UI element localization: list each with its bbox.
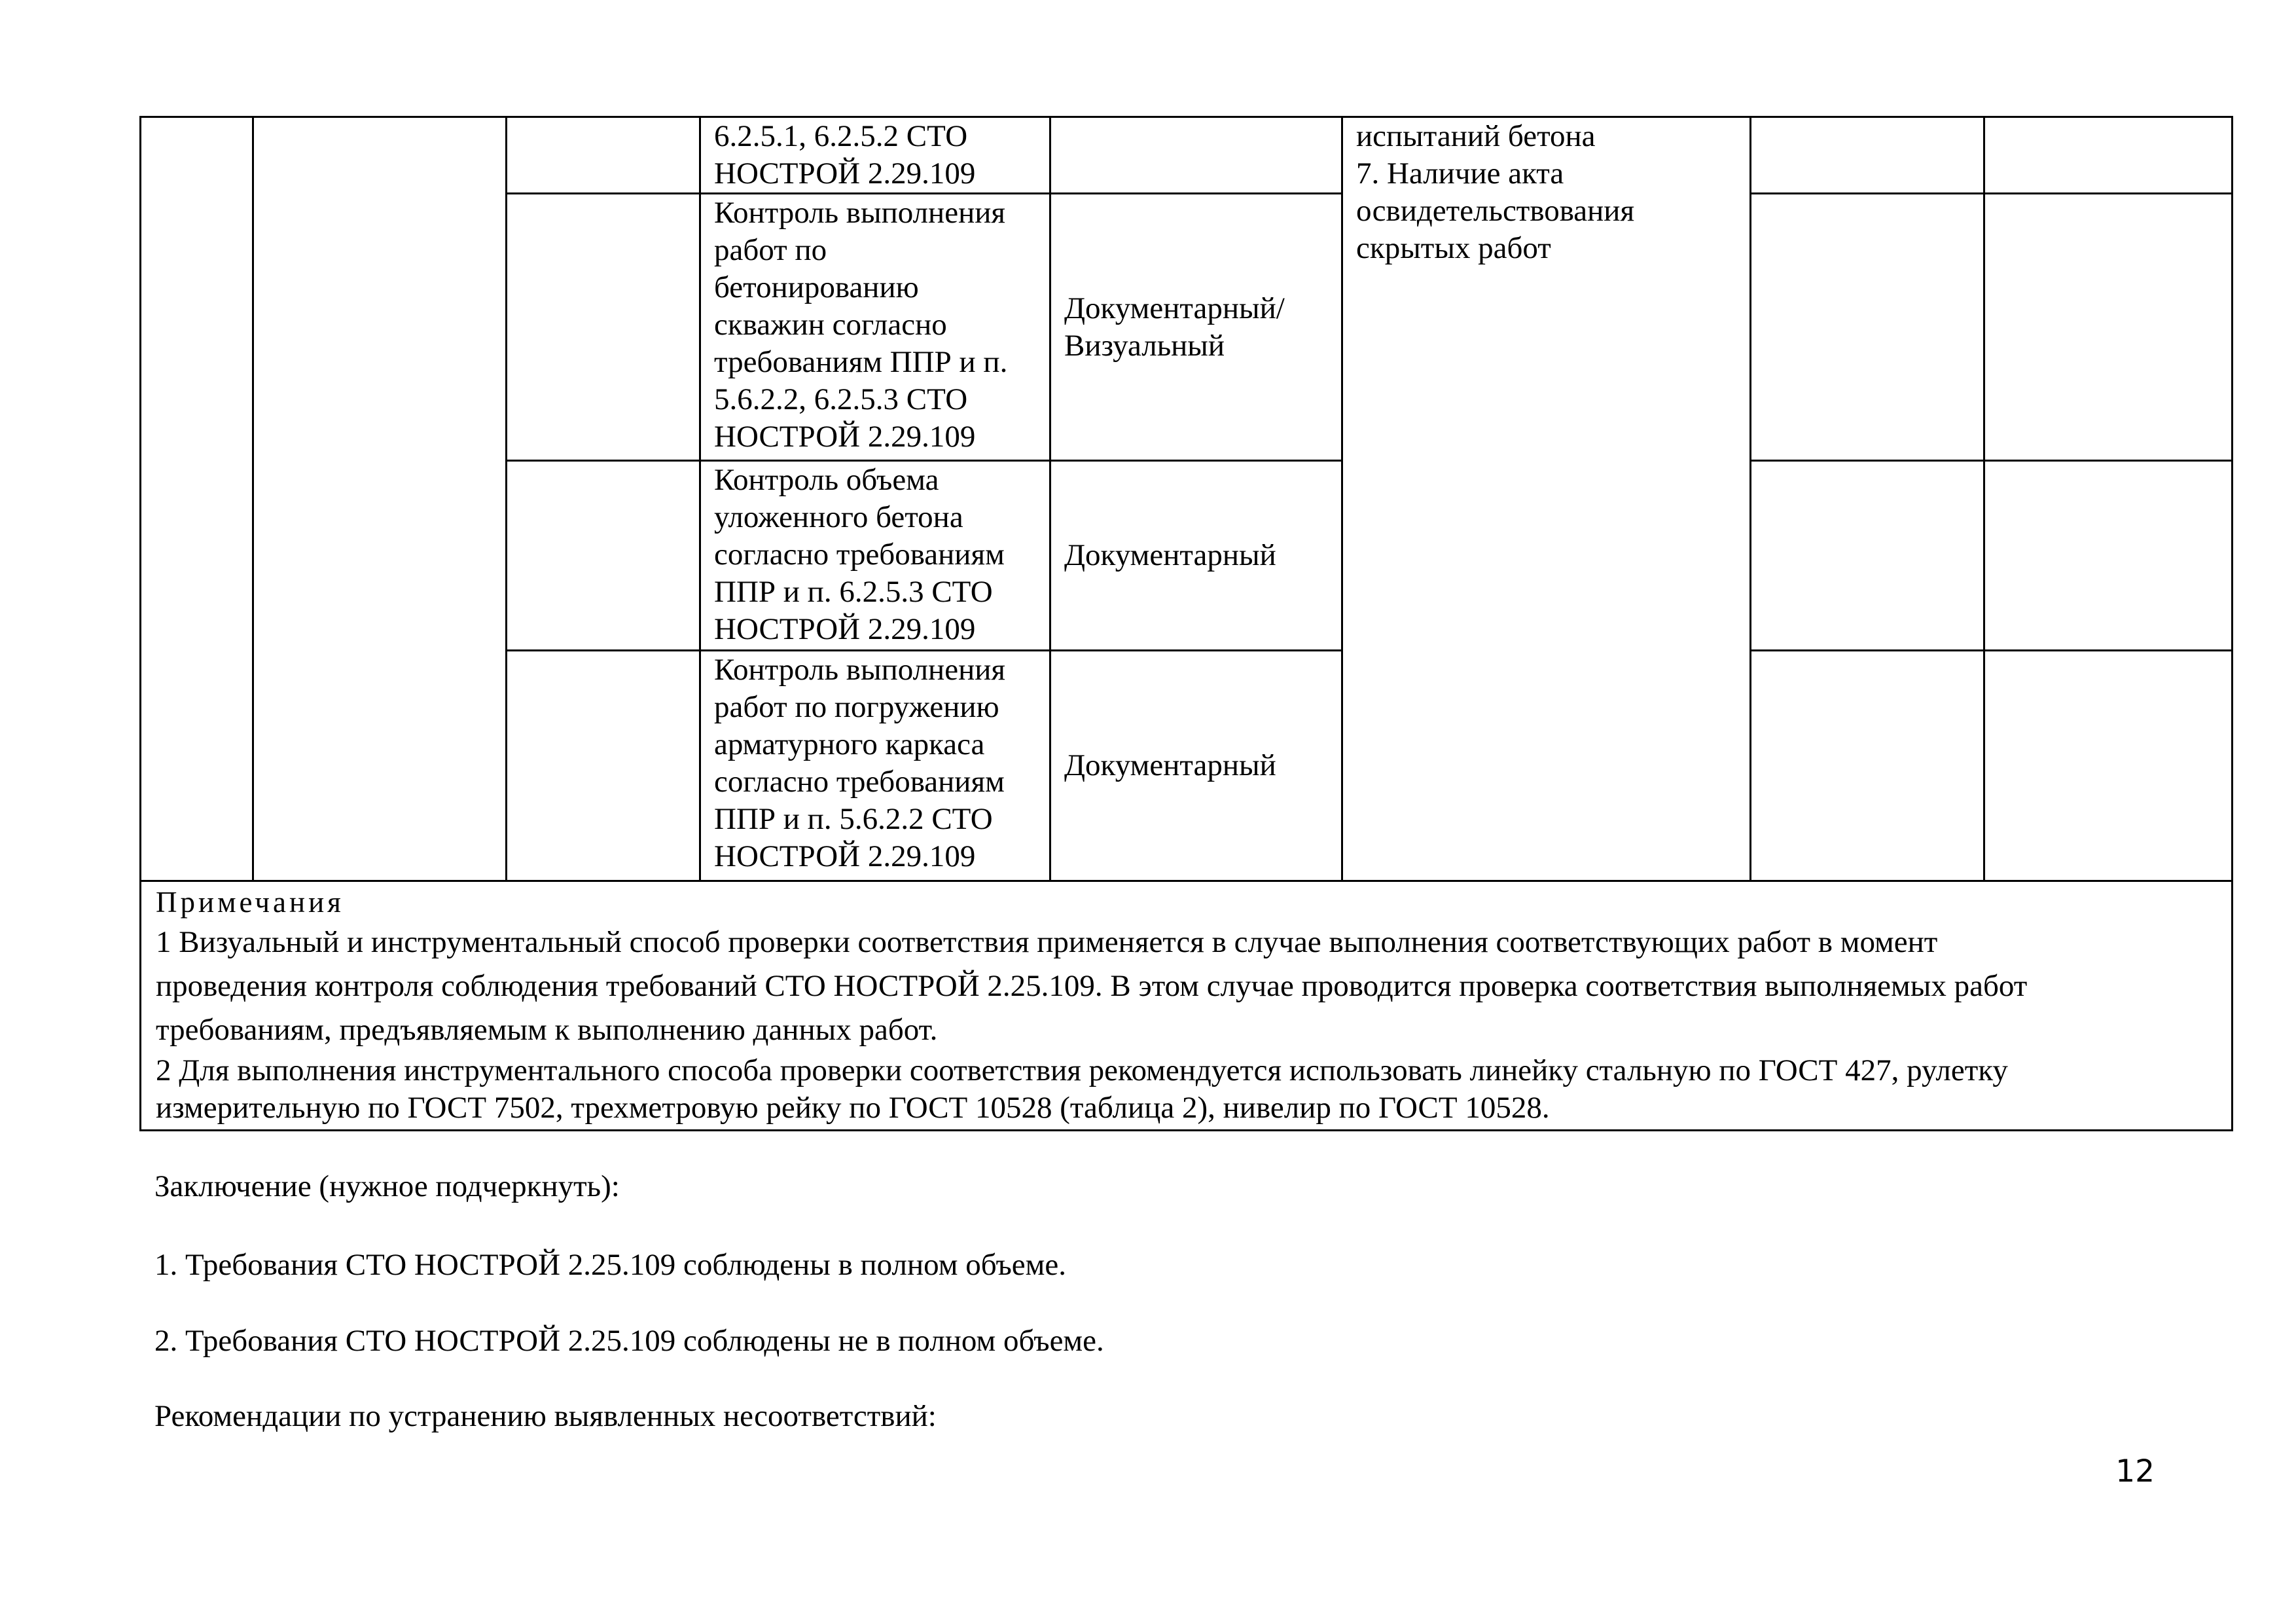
conclusion-option-1: 1. Требования СТО НОСТРОЙ 2.25.109 соблюдены в полном объеме. [154,1248,1067,1282]
documents-cell [1342,117,1751,881]
control-item-text: Контроль объема уложенного бетона согласно требованиям ППР и п. 6.2.5.3 СТО НОСТРОЙ 2.29.109 [714,463,1005,646]
table-row [141,117,2233,194]
control-item-cell [700,461,1050,651]
control-item-text: Контроль выполнения работ по бетонированию скважин согласно требованиям ППР и п. 5.6.2.2, 6.2.5.3 СТО НОСТРОЙ 2.29.109 [714,196,1008,454]
control-item-cell [700,651,1050,881]
note-1-line-3: требованиям, предъявляемым к выполнению данных работ. [156,1013,938,1047]
conclusion-heading: Заключение (нужное подчеркнуть): [154,1169,620,1203]
stage-cell [253,117,507,881]
notes-title: Примечания [156,886,344,919]
control-item-text: Контроль выполнения работ по погружению арматурного каркаса согласно требованиям ППР и п. 5.6.2.2 СТО НОСТРОЙ 2.29.109 [714,653,1005,873]
note-cell [1984,194,2233,461]
note-2-line-1: 2 Для выполнения инструментального способа проверки соответствия рекомендуется использовать линейку стальную по ГОСТ 427, рулетку [156,1053,2008,1087]
method-cell [1050,651,1342,881]
empty-cell [507,651,700,881]
method-text: Документарный/ Визуальный [1064,291,1285,363]
note-cell [1984,117,2233,194]
method-cell [1050,461,1342,651]
empty-cell [507,461,700,651]
conclusion-option-2: 2. Требования СТО НОСТРОЙ 2.25.109 соблюдены не в полном объеме. [154,1324,1104,1358]
recommendations-heading: Рекомендации по устранению выявленных несоответствий: [154,1399,937,1433]
result-cell [1751,117,1984,194]
documents-text: испытаний бетона 7. Наличие акта освидетельствования скрытых работ [1356,119,1635,265]
control-item-cell [700,194,1050,461]
page-number: 12 [2115,1453,2155,1489]
result-cell [1751,194,1984,461]
notes-row [141,881,2233,1131]
notes-cell [141,881,2233,1131]
control-item-cell [700,117,1050,194]
method-text: Документарный [1064,748,1276,782]
method-cell [1050,117,1342,194]
control-item-text: 6.2.5.1, 6.2.5.2 СТО НОСТРОЙ 2.29.109 [714,119,976,191]
note-1-line-2: проведения контроля соблюдения требований СТО НОСТРОЙ 2.25.109. В этом случае проводится проверка соответствия выполняемых работ [156,969,2028,1003]
number-cell [141,117,253,881]
method-cell [1050,194,1342,461]
empty-cell [507,194,700,461]
result-cell [1751,651,1984,881]
empty-cell [507,117,700,194]
note-2-line-2: измерительную по ГОСТ 7502, трехметровую рейку по ГОСТ 10528 (таблица 2), нивелир по ГОСТ 10528. [156,1091,1550,1125]
result-cell [1751,461,1984,651]
inspection-table [139,116,2233,1131]
method-text: Документарный [1064,538,1276,572]
note-1-line-1: 1 Визуальный и инструментальный способ проверки соответствия применяется в случае выполнения соответствующих работ в момент [156,925,1938,959]
note-cell [1984,461,2233,651]
note-cell [1984,651,2233,881]
